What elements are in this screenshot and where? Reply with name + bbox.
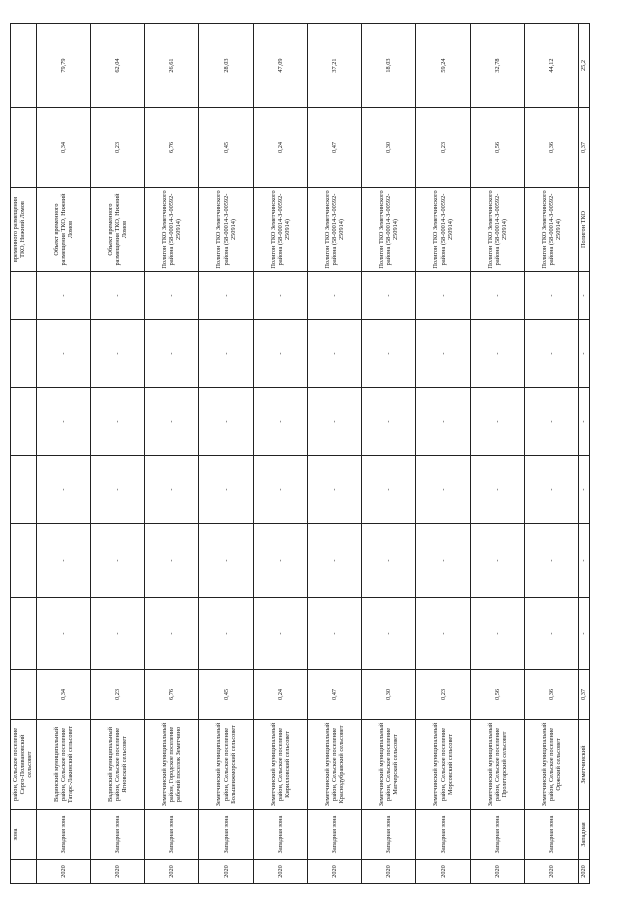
year-cell: 2020 (145, 860, 199, 884)
mass-cell: 0,23 (416, 670, 470, 720)
mass-cell: 0,34 (36, 670, 90, 720)
dash-cell: - (470, 320, 524, 388)
dash-cell: - (36, 272, 90, 320)
dash-cell: - (579, 456, 590, 524)
dash-cell: - (362, 388, 416, 456)
dash-cell: - (36, 598, 90, 670)
dash-cell (11, 320, 37, 388)
dash-cell: - (579, 320, 590, 388)
mass-cell: 0,37 (579, 670, 590, 720)
dash-cell: - (524, 598, 578, 670)
area-cell: Вадинский муниципальный район, Сельское поселение Татарс-Лакинский сельсовет (36, 720, 90, 810)
mass2-cell: 0,47 (307, 108, 361, 188)
facility-cell: Полигон ТКО Земетчинского района (58-00014-З-00592-250914) (362, 188, 416, 272)
dash-cell: - (470, 598, 524, 670)
dash-cell: - (253, 598, 307, 670)
year-cell: 2020 (524, 860, 578, 884)
facility-cell: Полигон ТКО Земетчинского района (58-00014-З-00592-250914) (416, 188, 470, 272)
zone-cell: Западная зона (524, 810, 578, 860)
dash-cell: - (253, 320, 307, 388)
dash-cell: - (90, 598, 144, 670)
area-cell: район, Сельское поселение Серго-Поливановский сельсовет (11, 720, 37, 810)
dash-cell: - (416, 524, 470, 598)
table-row (524, 24, 578, 884)
distance-cell: 25,2 (579, 24, 590, 108)
area-cell: Земетчинский муниципальный район, Сельское поселение Морсовский сельсовет (416, 720, 470, 810)
distance-cell (11, 24, 37, 108)
dash-cell: - (362, 320, 416, 388)
dash-cell: - (416, 388, 470, 456)
dash-cell: - (470, 272, 524, 320)
dash-cell (11, 524, 37, 598)
dash-cell: - (145, 272, 199, 320)
area-cell: Земетчинский муниципальный район, Городское поселение рабочий поселок Земетчино (145, 720, 199, 810)
table-row (362, 24, 416, 884)
table-row (199, 24, 253, 884)
dash-cell (11, 272, 37, 320)
rotated-table-wrapper (10, 24, 590, 884)
dash-cell: - (253, 272, 307, 320)
zone-cell: Западная зона (145, 810, 199, 860)
area-cell: Земетчинский муниципальный район, Сельское поселение Кирилловский сельсовет (253, 720, 307, 810)
dash-cell: - (524, 524, 578, 598)
mass2-cell: 0,23 (416, 108, 470, 188)
facility-cell: Полигон ТКО (579, 188, 590, 272)
distance-cell: 59,24 (416, 24, 470, 108)
area-cell: Вадинский муниципальный район, Сельское поселение Ягновский сельсовет (90, 720, 144, 810)
zone-cell: Западная зона (470, 810, 524, 860)
facility-cell: Полигон ТКО Земетчинского района (58-00014-З-00592-250914) (145, 188, 199, 272)
dash-cell (11, 388, 37, 456)
mass2-cell: 0,36 (524, 108, 578, 188)
distance-cell: 26,61 (145, 24, 199, 108)
mass2-cell: 0,24 (253, 108, 307, 188)
dash-cell: - (524, 456, 578, 524)
dash-cell: - (307, 456, 361, 524)
dash-cell: - (36, 524, 90, 598)
dash-cell: - (307, 598, 361, 670)
area-cell: Земетчинский муниципальный район, Сельское поселение Оржский сельсовет (524, 720, 578, 810)
zone-cell: Западная зона (416, 810, 470, 860)
dash-cell: - (579, 388, 590, 456)
dash-cell: - (199, 388, 253, 456)
mass-cell: 0,30 (362, 670, 416, 720)
year-cell: 2020 (307, 860, 361, 884)
zone-cell: Западная зона (36, 810, 90, 860)
facility-cell: Объект временного размещения ТКО, Нижний Ломов (90, 188, 144, 272)
area-cell: Земетчинский муниципальный район, Сельское поселение Краснодубравский сельсовет (307, 720, 361, 810)
year-cell: 2020 (36, 860, 90, 884)
dash-cell: - (253, 388, 307, 456)
zone-cell: Западная зона (199, 810, 253, 860)
dash-cell: - (579, 598, 590, 670)
dash-cell: - (470, 524, 524, 598)
dash-cell: - (145, 388, 199, 456)
mass2-cell: 0,34 (36, 108, 90, 188)
mass2-cell: 0,37 (579, 108, 590, 188)
dash-cell: - (307, 272, 361, 320)
mass-cell: 0,23 (90, 670, 144, 720)
distance-cell: 28,03 (199, 24, 253, 108)
year-cell: 2020 (579, 860, 590, 884)
dash-cell: - (36, 456, 90, 524)
facility-cell: Полигон ТКО Земетчинского района (58-00014-З-00592-250914) (524, 188, 578, 272)
dash-cell: - (416, 598, 470, 670)
dash-cell: - (199, 272, 253, 320)
zone-cell: Западная (579, 810, 590, 860)
mass2-cell: 0,45 (199, 108, 253, 188)
dash-cell: - (90, 272, 144, 320)
facility-cell: Объект временного размещения ТКО, Нижний Ломов (36, 188, 90, 272)
year-cell: 2020 (416, 860, 470, 884)
dash-cell: - (416, 320, 470, 388)
table-row (307, 24, 361, 884)
mass-cell (11, 670, 37, 720)
zone-cell: Западная зона (362, 810, 416, 860)
dash-cell: - (90, 524, 144, 598)
year-cell: 2020 (199, 860, 253, 884)
year-cell: 2020 (90, 860, 144, 884)
table-row (416, 24, 470, 884)
dash-cell: - (416, 272, 470, 320)
year-cell: 2020 (362, 860, 416, 884)
area-cell: Земетчинский (579, 720, 590, 810)
facility-cell: Полигон ТКО Земетчинского района (58-00014-З-00592-250914) (199, 188, 253, 272)
dash-cell: - (524, 388, 578, 456)
dash-cell (11, 456, 37, 524)
facility-cell: Полигон ТКО Земетчинского района (58-00014-З-00592-250914) (470, 188, 524, 272)
mass2-cell (11, 108, 37, 188)
dash-cell: - (307, 320, 361, 388)
mass-cell: 6,76 (145, 670, 199, 720)
dash-cell: - (90, 388, 144, 456)
dash-cell: - (145, 598, 199, 670)
mass-cell: 0,36 (524, 670, 578, 720)
year-cell: 2020 (253, 860, 307, 884)
dash-cell: - (199, 524, 253, 598)
dash-cell: - (307, 388, 361, 456)
table-row (145, 24, 199, 884)
dash-cell: - (36, 320, 90, 388)
distance-cell: 44,12 (524, 24, 578, 108)
table-row (36, 24, 90, 884)
facility-cell: Полигон ТКО Земетчинского района (58-00014-З-00592-250914) (307, 188, 361, 272)
facility-cell: временного размещения ТКО, Нижний Ломов (11, 188, 37, 272)
dash-cell: - (36, 388, 90, 456)
dash-cell: - (253, 524, 307, 598)
mass2-cell: 0,30 (362, 108, 416, 188)
waste-flow-table (10, 23, 590, 884)
zone-cell: Западная зона (253, 810, 307, 860)
dash-cell: - (470, 456, 524, 524)
dash-cell: - (362, 456, 416, 524)
dash-cell: - (199, 456, 253, 524)
dash-cell: - (90, 456, 144, 524)
year-cell: 2020 (470, 860, 524, 884)
dash-cell: - (90, 320, 144, 388)
dash-cell (11, 598, 37, 670)
zone-cell: Западная зона (90, 810, 144, 860)
table-row (253, 24, 307, 884)
dash-cell: - (362, 598, 416, 670)
dash-cell: - (253, 456, 307, 524)
mass2-cell: 0,23 (90, 108, 144, 188)
mass-cell: 0,56 (470, 670, 524, 720)
dash-cell: - (524, 272, 578, 320)
table-row (90, 24, 144, 884)
dash-cell: - (145, 320, 199, 388)
table-row (579, 24, 590, 884)
dash-cell: - (416, 456, 470, 524)
dash-cell: - (362, 272, 416, 320)
facility-cell: Полигон ТКО Земетчинского района (58-00014-З-00592-250914) (253, 188, 307, 272)
zone-cell: зона (11, 810, 37, 860)
mass2-cell: 0,56 (470, 108, 524, 188)
dash-cell: - (307, 524, 361, 598)
distance-cell: 47,09 (253, 24, 307, 108)
mass-cell: 0,24 (253, 670, 307, 720)
table-row (470, 24, 524, 884)
distance-cell: 37,21 (307, 24, 361, 108)
dash-cell: - (145, 456, 199, 524)
distance-cell: 62,04 (90, 24, 144, 108)
dash-cell: - (579, 524, 590, 598)
mass-cell: 0,45 (199, 670, 253, 720)
area-cell: Земетчинский муниципальный район, Сельское поселение Большеижморский сельсовет (199, 720, 253, 810)
distance-cell: 18,03 (362, 24, 416, 108)
dash-cell: - (524, 320, 578, 388)
year-cell (11, 860, 37, 884)
table-row (11, 24, 37, 884)
dash-cell: - (470, 388, 524, 456)
dash-cell: - (199, 598, 253, 670)
dash-cell: - (579, 272, 590, 320)
dash-cell: - (199, 320, 253, 388)
mass-cell: 0,47 (307, 670, 361, 720)
area-cell: Земетчинский муниципальный район, Сельское поселение Пролетарский сельсовет (470, 720, 524, 810)
distance-cell: 32,78 (470, 24, 524, 108)
distance-cell: 79,79 (36, 24, 90, 108)
dash-cell: - (362, 524, 416, 598)
mass2-cell: 6,76 (145, 108, 199, 188)
zone-cell: Западная зона (307, 810, 361, 860)
dash-cell: - (145, 524, 199, 598)
area-cell: Земетчинский муниципальный район, Сельское поселение Матчерский сельсовет (362, 720, 416, 810)
